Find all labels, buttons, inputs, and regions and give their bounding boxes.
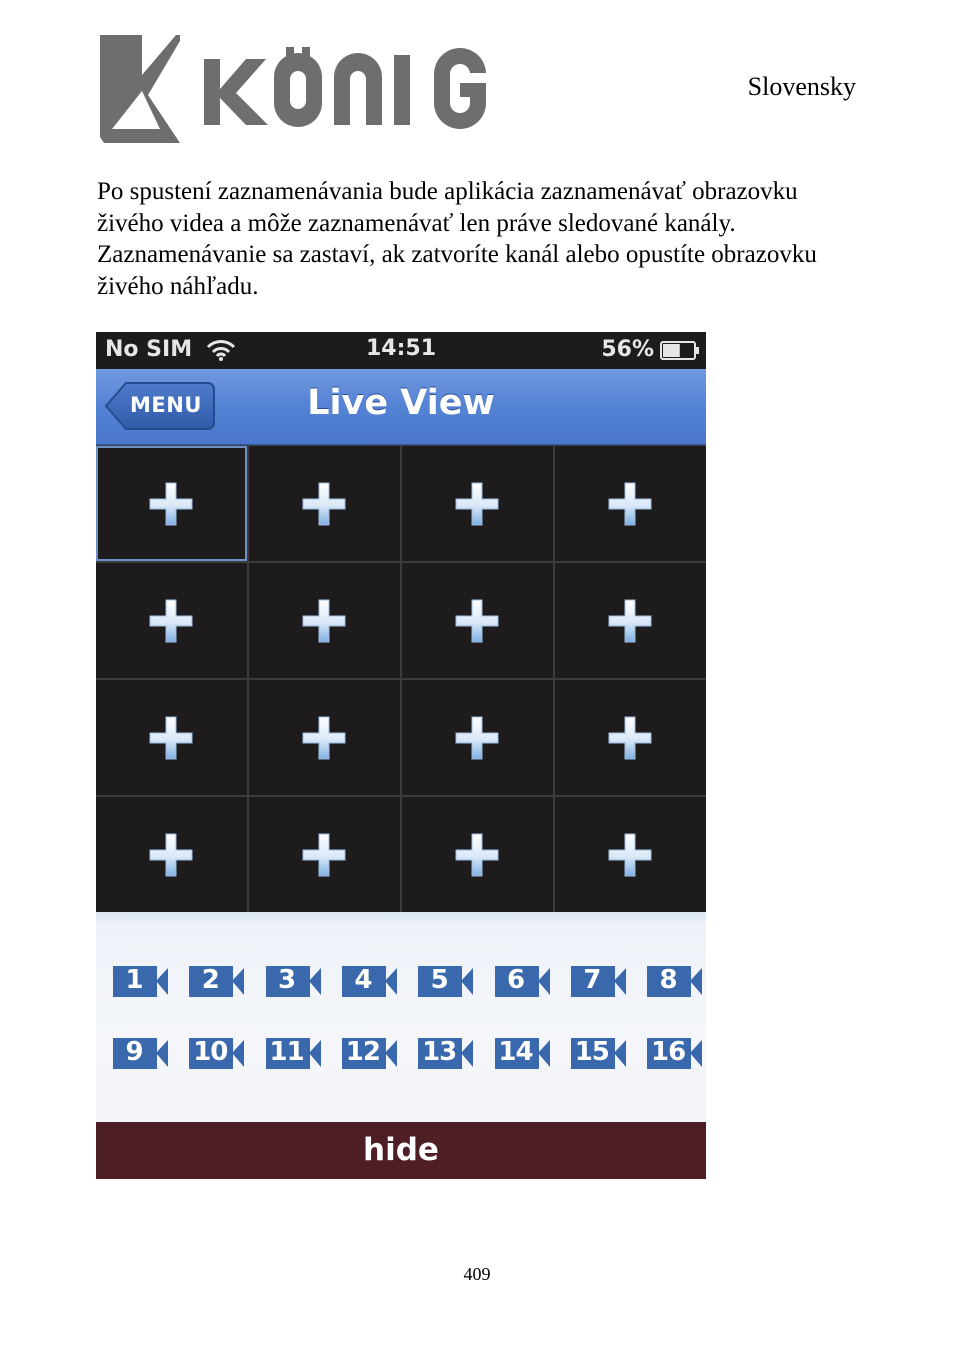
plus-icon <box>452 479 502 529</box>
language-label: Slovensky <box>747 72 856 101</box>
grid-cell[interactable] <box>555 446 706 561</box>
channel-button[interactable] <box>646 1034 702 1072</box>
plus-icon <box>299 713 349 763</box>
hide-button[interactable]: hide <box>96 1122 706 1179</box>
channel-selector <box>96 912 706 1122</box>
grid-cell[interactable] <box>96 446 247 561</box>
plus-icon <box>605 479 655 529</box>
grid-cell[interactable] <box>249 797 400 912</box>
channel-number: 8 <box>659 965 677 995</box>
channel-number: 5 <box>430 965 448 995</box>
nav-bar <box>96 369 706 445</box>
plus-icon <box>146 713 196 763</box>
channel-button[interactable] <box>265 1034 321 1072</box>
channel-button[interactable] <box>341 1034 397 1072</box>
grid-cell[interactable] <box>249 563 400 678</box>
grid-cell[interactable] <box>249 446 400 561</box>
channel-number: 13 <box>422 1037 457 1067</box>
channel-number: 16 <box>651 1037 686 1067</box>
grid-cell[interactable] <box>402 797 553 912</box>
channel-button[interactable] <box>341 962 397 1000</box>
clock: 14:51 <box>365 336 437 361</box>
grid-cell[interactable] <box>96 680 247 795</box>
phone-screenshot <box>96 332 706 1179</box>
plus-icon <box>146 479 196 529</box>
plus-icon <box>452 596 502 646</box>
channel-button[interactable] <box>265 962 321 1000</box>
logo-text: KÖNIG <box>98 33 102 34</box>
channel-number: 11 <box>269 1037 304 1067</box>
channel-number: 15 <box>574 1037 609 1067</box>
grid-cell[interactable] <box>555 680 706 795</box>
plus-icon <box>146 830 196 880</box>
page-number: 409 <box>463 1264 491 1284</box>
channel-number: 12 <box>345 1037 380 1067</box>
channel-button[interactable] <box>417 962 473 1000</box>
channel-number: 1 <box>125 965 143 995</box>
channel-number: 3 <box>278 965 296 995</box>
grid-cell[interactable] <box>402 563 553 678</box>
grid-cell[interactable] <box>402 446 553 561</box>
screen-title: Live View <box>307 383 495 423</box>
channel-button[interactable] <box>112 1034 168 1072</box>
channel-button[interactable] <box>570 1034 626 1072</box>
plus-icon <box>605 830 655 880</box>
grid-cell[interactable] <box>96 563 247 678</box>
battery-percent: 56% <box>601 337 654 362</box>
status-bar <box>96 332 706 369</box>
plus-icon <box>299 479 349 529</box>
plus-icon <box>299 830 349 880</box>
intro-paragraph: Po spustení zaznamenávania bude aplikácia zaznamenávať obrazovku živého videa a môže zaznamenávať len práve sledované kanály. Zaznamenávanie sa zastaví, ak zatvoríte kanál alebo opustíte obrazovku živého náhľadu. <box>97 178 817 300</box>
channel-number: 10 <box>193 1037 228 1067</box>
menu-button[interactable] <box>104 381 216 431</box>
channel-button[interactable] <box>417 1034 473 1072</box>
channel-number: 9 <box>125 1037 143 1067</box>
channel-button[interactable] <box>494 1034 550 1072</box>
channel-button[interactable] <box>188 1034 244 1072</box>
channel-number: 6 <box>506 965 525 995</box>
plus-icon <box>299 596 349 646</box>
channel-number: 4 <box>354 965 372 995</box>
menu-button-label: MENU <box>130 393 202 417</box>
channel-button[interactable] <box>112 962 168 1000</box>
channel-button[interactable] <box>646 962 702 1000</box>
grid-cell[interactable] <box>249 680 400 795</box>
plus-icon <box>605 596 655 646</box>
plus-icon <box>452 830 502 880</box>
channel-number: 7 <box>583 965 601 995</box>
channel-number: 14 <box>498 1037 533 1067</box>
channel-button[interactable] <box>494 962 550 1000</box>
channel-button[interactable] <box>570 962 626 1000</box>
plus-icon <box>146 596 196 646</box>
carrier-label: No SIM <box>105 337 193 362</box>
konig-logo <box>98 33 518 145</box>
plus-icon <box>605 713 655 763</box>
battery-icon <box>660 341 700 360</box>
grid-cell[interactable] <box>96 797 247 912</box>
channel-grid <box>96 445 706 912</box>
grid-cell[interactable] <box>555 797 706 912</box>
channel-button[interactable] <box>188 962 244 1000</box>
grid-cell[interactable] <box>402 680 553 795</box>
grid-cell[interactable] <box>555 563 706 678</box>
plus-icon <box>452 713 502 763</box>
channel-number: 2 <box>201 965 219 995</box>
